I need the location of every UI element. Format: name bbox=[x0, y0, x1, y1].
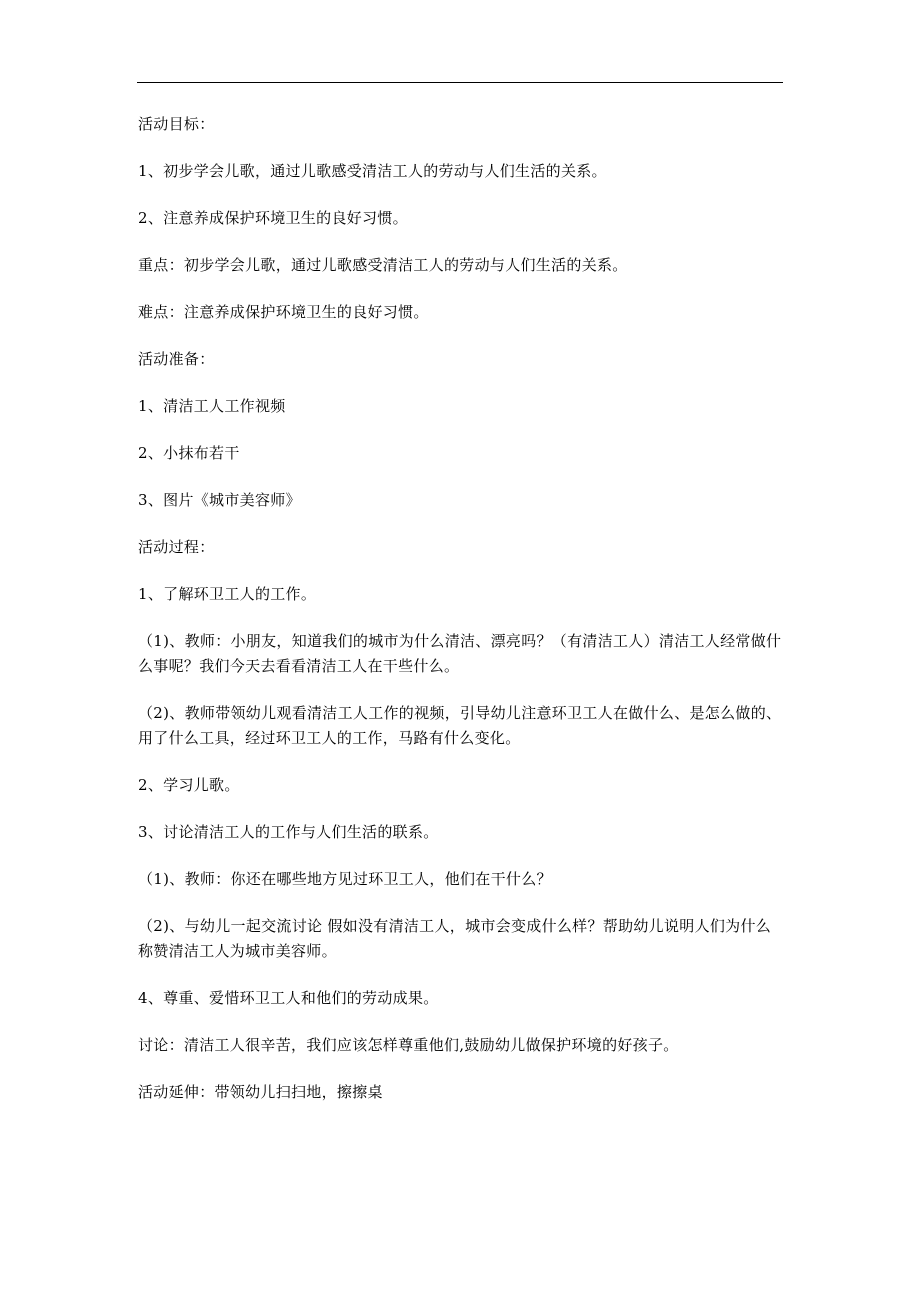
discussion: 讨论：清洁工人很辛苦，我们应该怎样尊重他们,鼓励幼儿做保护环境的好孩子。 bbox=[138, 1036, 679, 1054]
preparation-item-3: 3、图片《城市美容师》 bbox=[138, 491, 301, 509]
section-heading-preparation: 活动准备： bbox=[138, 350, 215, 368]
process-step-4: 4、尊重、爱惜环卫工人和他们的劳动成果。 bbox=[138, 989, 439, 1007]
header-rule bbox=[137, 82, 783, 83]
preparation-item-1: 1、清洁工人工作视频 bbox=[138, 397, 286, 415]
document-body bbox=[138, 112, 784, 1105]
process-step-1-sub-1: （1)、教师：小朋友，知道我们的城市为什么清洁、漂亮吗？（有清洁工人）清洁工人经常做什么事呢？我们今天去看看清洁工人在干些什么。 bbox=[138, 632, 782, 675]
goal-item-1: 1、初步学会儿歌，通过儿歌感受清洁工人的劳动与人们生活的关系。 bbox=[138, 162, 607, 180]
difficult-point: 难点：注意养成保护环境卫生的良好习惯。 bbox=[138, 303, 429, 321]
section-heading-process: 活动过程： bbox=[138, 538, 215, 556]
process-step-3-sub-1: （1)、教师：你还在哪些地方见过环卫工人，他们在干什么？ bbox=[138, 870, 552, 888]
process-step-2: 2、学习儿歌。 bbox=[138, 776, 240, 794]
goal-item-2: 2、注意养成保护环境卫生的良好习惯。 bbox=[138, 209, 408, 227]
process-step-3-sub-2: （2)、与幼儿一起交流讨论 假如没有清洁工人，城市会变成什么样？帮助幼儿说明人们为什么称赞清洁工人为城市美容师。 bbox=[138, 917, 772, 960]
activity-extension: 活动延伸：带领幼儿扫扫地，擦擦桌 bbox=[138, 1083, 383, 1101]
process-step-1-sub-2: （2)、教师带领幼儿观看清洁工人工作的视频，引导幼儿注意环卫工人在做什么、是怎么做的、用了什么工具，经过环卫工人的工作，马路有什么变化。 bbox=[138, 704, 782, 747]
process-step-1: 1、了解环卫工人的工作。 bbox=[138, 585, 317, 603]
key-point: 重点：初步学会儿歌，通过儿歌感受清洁工人的劳动与人们生活的关系。 bbox=[138, 256, 628, 274]
preparation-item-2: 2、小抹布若干 bbox=[138, 444, 240, 462]
process-step-3: 3、讨论清洁工人的工作与人们生活的联系。 bbox=[138, 823, 439, 841]
section-heading-goals: 活动目标： bbox=[138, 115, 215, 133]
